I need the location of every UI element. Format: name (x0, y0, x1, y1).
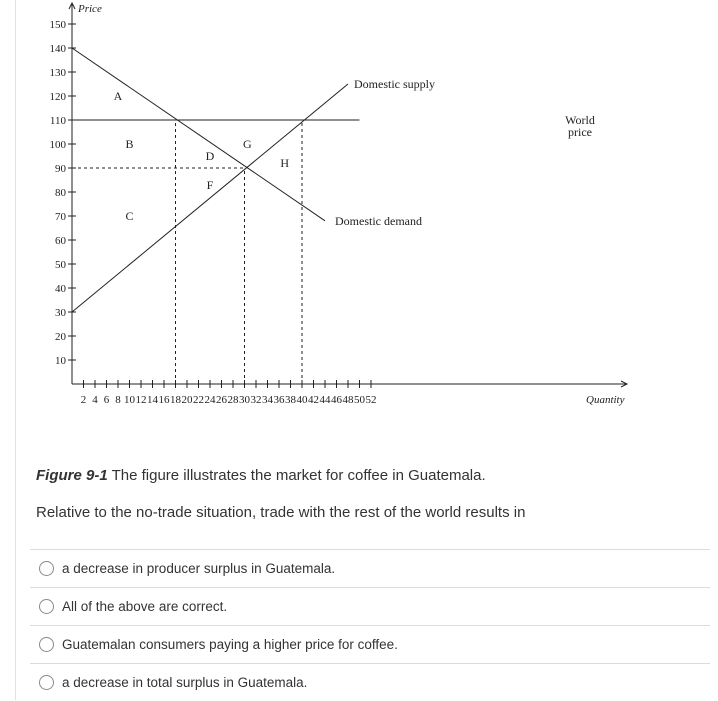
y-axis-title: Price (78, 3, 102, 15)
radio-button[interactable] (39, 561, 54, 576)
domestic-supply-line (72, 84, 348, 312)
radio-button[interactable] (39, 599, 54, 614)
answer-options (30, 549, 710, 701)
x-tick-label: 24 (204, 394, 216, 406)
answer-label: All of the above are correct. (62, 599, 228, 614)
x-axis-title: Quantity (586, 394, 625, 406)
y-tick-label: 90 (55, 163, 66, 175)
answer-option[interactable] (30, 587, 710, 625)
world-price-label: price (568, 125, 592, 139)
y-tick-label: 150 (49, 19, 66, 31)
answer-label: Guatemalan consumers paying a higher price for coffee. (62, 637, 398, 652)
x-tick-label: 18 (170, 394, 181, 406)
figure-caption (36, 467, 486, 484)
y-tick-label: 140 (49, 43, 66, 55)
world-price-label: World (565, 113, 595, 127)
x-tick-label: 6 (103, 394, 110, 406)
y-tick-label: 100 (49, 139, 66, 151)
area-label-b: B (125, 137, 134, 151)
x-tick-label: 36 (273, 394, 285, 406)
y-tick-label: 110 (49, 115, 66, 127)
area-label-g: G (243, 137, 252, 151)
answer-label: a decrease in total surplus in Guatemala. (62, 675, 308, 690)
x-tick-label: 12 (135, 394, 147, 406)
x-tick-label: 20 (181, 394, 193, 406)
y-tick-label: 30 (55, 307, 66, 319)
x-tick-label: 50 (354, 394, 365, 406)
radio-button[interactable] (39, 675, 54, 690)
y-tick-label: 40 (55, 283, 66, 295)
x-tick-label: 26 (216, 394, 227, 406)
x-tick-label: 30 (239, 394, 250, 406)
domestic-demand-label: Domestic demand (335, 213, 422, 228)
answer-option[interactable] (30, 625, 710, 663)
x-tick-label: 44 (319, 394, 331, 406)
x-tick-label: 40 (296, 394, 308, 406)
figure-label: Figure 9-1 (36, 467, 108, 484)
x-tick-label: 46 (331, 394, 342, 406)
x-tick-label: 38 (285, 394, 296, 406)
area-label-c: C (125, 209, 134, 223)
area-label-a: A (113, 89, 123, 103)
x-tick-label: 10 (124, 394, 135, 406)
x-tick-label: 22 (193, 394, 204, 406)
area-label-f: F (206, 177, 214, 192)
y-tick-label: 80 (55, 187, 66, 199)
x-tick-label: 34 (262, 394, 273, 406)
y-tick-label: 20 (55, 331, 66, 343)
area-label-d: D (205, 149, 215, 163)
x-tick-label: 28 (227, 394, 239, 406)
caption-text: The figure illustrates the market for coffee in Guatemala. (107, 467, 486, 484)
answer-label: a decrease in producer surplus in Guatemala. (62, 561, 336, 576)
domestic-supply-label: Domestic supply (354, 77, 435, 91)
y-tick-label: 120 (49, 91, 66, 103)
x-tick-label: 32 (250, 394, 262, 406)
x-tick-label: 2 (80, 394, 87, 406)
x-tick-label: 8 (115, 394, 121, 406)
y-tick-label: 130 (49, 67, 66, 79)
question-text: Relative to the no-trade situation, trade with the rest of the world results in (36, 504, 526, 521)
y-tick-label: 60 (55, 235, 66, 247)
area-label-h: H (280, 156, 290, 171)
y-tick-label: 10 (55, 355, 66, 367)
answer-option[interactable] (30, 549, 710, 587)
x-tick-label: 14 (147, 394, 158, 406)
x-tick-label: 48 (342, 394, 354, 406)
radio-button[interactable] (39, 637, 54, 652)
x-tick-label: 42 (308, 394, 319, 406)
x-tick-label: 4 (92, 394, 98, 406)
x-tick-label: 16 (158, 394, 170, 406)
x-tick-label: 52 (365, 394, 377, 406)
answer-option[interactable] (30, 663, 710, 701)
y-tick-label: 50 (55, 259, 66, 271)
y-tick-label: 70 (55, 211, 66, 223)
